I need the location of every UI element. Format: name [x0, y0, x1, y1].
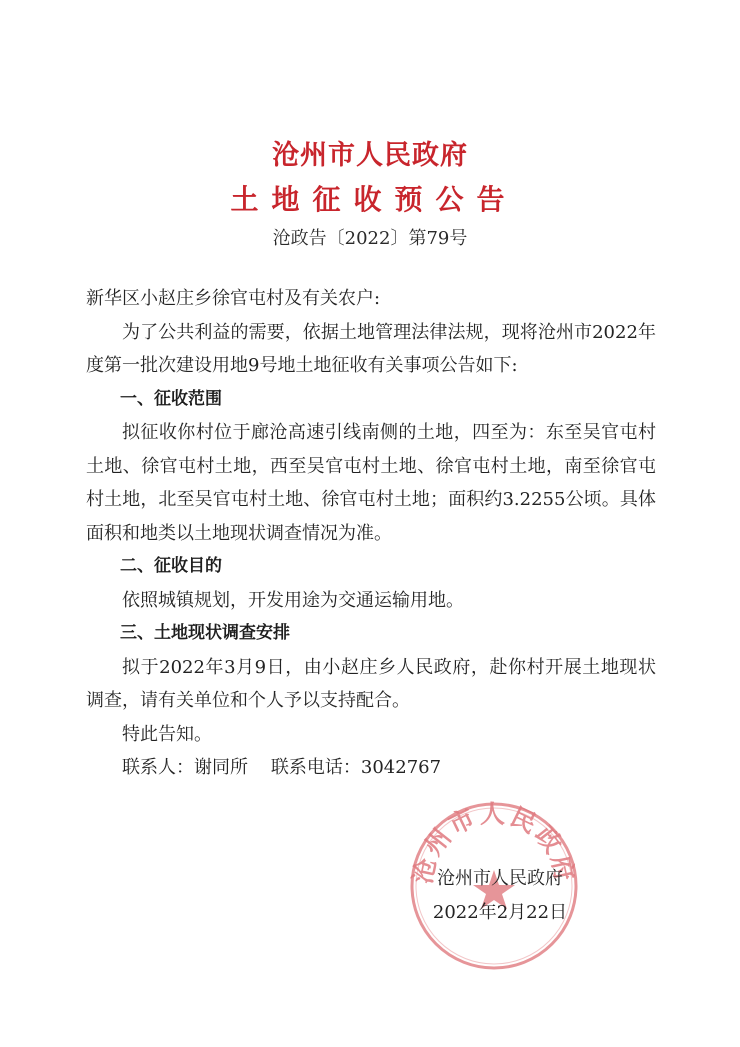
signature-date: 2022年2月22日: [432, 902, 568, 923]
section-1-text: 拟征收你村位于廊沧高速引线南侧的土地，四至为：东至吴官屯村土地、徐官屯村土地，西至吴官屯村土地、徐官屯村土地，南至徐官屯村土地，北至吴官屯村土地、徐官屯村土地；面积约3.2255公顷。具体面积和地类以土地现状调查情况为准。: [86, 422, 656, 544]
document-number: 沧政告〔2022〕第79号: [272, 228, 468, 249]
section-3-text: 拟于2022年3月9日，由小赵庄乡人民政府，赴你村开展土地现状调查，请有关单位和个人予以支持配合。: [86, 656, 656, 711]
issuer-title: 沧州市人民政府: [272, 140, 468, 171]
contact-line: 联系人：谢同所 联系电话：3042767: [122, 757, 442, 778]
closing-line: 特此告知。: [122, 723, 212, 745]
section-2-heading: 二、征收目的: [120, 556, 222, 576]
section-1-heading: 一、征收范围: [120, 388, 222, 409]
seal-text: 沧州市人民政府: [408, 800, 580, 887]
document-title: 土地征收预公告: [230, 183, 518, 216]
salutation: 新华区小赵庄乡徐官屯村及有关农户:: [86, 288, 381, 309]
document-body: [86, 282, 656, 785]
section-3-heading: 三、土地现状调查安排: [120, 623, 290, 643]
signature-organization: 沧州市人民政府: [437, 868, 563, 889]
intro-paragraph: 为了公共利益的需要，依据土地管理法律法规，现将沧州市2022年度第一批次建设用地9号地土地征收有关事项公告如下:: [86, 321, 656, 376]
section-2-text: 依照城镇规划，开发用途为交通运输用地。: [122, 589, 464, 611]
signature-block: [405, 862, 595, 930]
